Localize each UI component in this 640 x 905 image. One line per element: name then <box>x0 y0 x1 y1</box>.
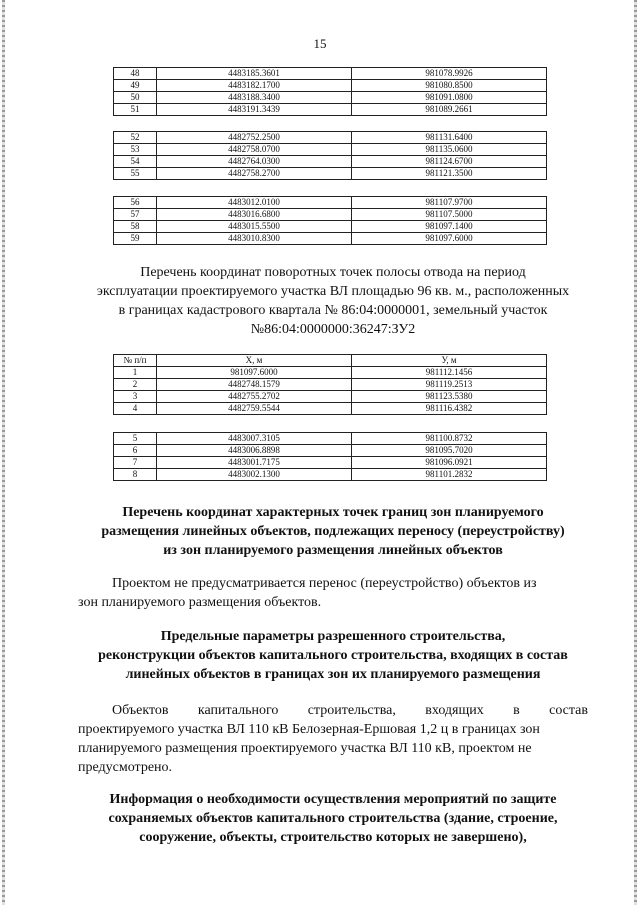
point-number: 53 <box>114 144 157 156</box>
heading-line: №86:04:0000000:36247:ЗУ2 <box>250 322 416 337</box>
body-line: Объектов капитального строительства, входящих в состав <box>112 703 588 718</box>
heading-line: Перечень координат характерных точек границ зон планируемого <box>122 505 544 520</box>
heading-line: Информация о необходимости осуществления мероприятий по защите <box>109 792 557 807</box>
point-number: 1 <box>114 367 157 379</box>
heading-line: эксплуатации проектируемого участка ВЛ площадью 96 кв. м., расположенных <box>96 284 570 299</box>
coord-table-a <box>113 67 547 116</box>
table-row <box>114 367 547 379</box>
section-2-heading <box>78 503 588 560</box>
point-number: 55 <box>114 168 157 180</box>
coord-table-b <box>113 131 547 180</box>
scan-edge-right <box>634 0 637 905</box>
point-number: 52 <box>114 132 157 144</box>
coord-x: 4483010.8300 <box>157 233 352 245</box>
point-number: 5 <box>114 433 157 445</box>
section-2-body <box>78 574 588 612</box>
body-line: Проектом не предусматривается перенос (переустройство) объектов из <box>112 576 537 591</box>
coord-x: 4483016.6800 <box>157 209 352 221</box>
table-row <box>114 144 547 156</box>
coord-x: 4483188.3400 <box>157 92 352 104</box>
point-number: 54 <box>114 156 157 168</box>
table-row <box>114 104 547 116</box>
table-row <box>114 168 547 180</box>
section-3-body <box>78 701 588 777</box>
coord-y: 981101.2832 <box>352 469 547 481</box>
coord-y: 981131.6400 <box>352 132 547 144</box>
coord-y: 981107.9700 <box>352 197 547 209</box>
table-row <box>114 197 547 209</box>
coord-x: 4483007.3105 <box>157 433 352 445</box>
body-line: проектируемого участка ВЛ 110 кВ Белозерная-Ершовая 1,2 ц в границах зон <box>78 722 540 737</box>
coord-y: 981096.0921 <box>352 457 547 469</box>
coord-y: 981091.0800 <box>352 92 547 104</box>
coord-y: 981097.6000 <box>352 233 547 245</box>
coord-x: 4483002.1300 <box>157 469 352 481</box>
table-header-row <box>114 355 547 367</box>
coord-x: 4483001.7175 <box>157 457 352 469</box>
heading-line: сооружение, объекты, строительство которых не завершено), <box>139 830 527 845</box>
table-row <box>114 433 547 445</box>
coord-y: 981089.2661 <box>352 104 547 116</box>
point-number: 8 <box>114 469 157 481</box>
section-3-heading <box>78 627 588 684</box>
table-row <box>114 445 547 457</box>
heading-line: Перечень координат поворотных точек полосы отвода на период <box>140 265 526 280</box>
coord-x: 4482758.0700 <box>157 144 352 156</box>
coord-x: 4482752.2500 <box>157 132 352 144</box>
coord-y: 981097.1400 <box>352 221 547 233</box>
coord-x: 4483015.5500 <box>157 221 352 233</box>
heading-line: размещения линейных объектов, подлежащих переносу (переустройству) <box>101 524 565 539</box>
point-number: 50 <box>114 92 157 104</box>
table-row <box>114 379 547 391</box>
table-row <box>114 391 547 403</box>
table-row <box>114 221 547 233</box>
heading-line: линейных объектов в границах зон их планируемого размещения <box>125 667 541 682</box>
coord-x: 4483182.1700 <box>157 80 352 92</box>
table-row <box>114 469 547 481</box>
point-number: 57 <box>114 209 157 221</box>
coord-y: 981107.5000 <box>352 209 547 221</box>
body-line: предусмотрено. <box>78 760 173 775</box>
heading-line: из зон планируемого размещения линейных объектов <box>163 543 503 558</box>
point-number: 7 <box>114 457 157 469</box>
point-number: 49 <box>114 80 157 92</box>
coord-y: 981124.6700 <box>352 156 547 168</box>
column-header-number: № п/п <box>114 355 157 367</box>
coord-table-2a <box>113 354 547 415</box>
coord-x: 4483191.3439 <box>157 104 352 116</box>
table-row <box>114 68 547 80</box>
coord-y: 981112.1456 <box>352 367 547 379</box>
coord-y: 981119.2513 <box>352 379 547 391</box>
coord-x: 4482764.0300 <box>157 156 352 168</box>
coord-x: 981097.6000 <box>157 367 352 379</box>
point-number: 6 <box>114 445 157 457</box>
heading-line: сохраняемых объектов капитального строительства (здание, строение, <box>108 811 558 826</box>
table-row <box>114 457 547 469</box>
point-number: 58 <box>114 221 157 233</box>
coord-y: 981078.9926 <box>352 68 547 80</box>
point-number: 2 <box>114 379 157 391</box>
coord-x: 4482758.2700 <box>157 168 352 180</box>
table-row <box>114 92 547 104</box>
heading-line: Предельные параметры разрешенного строительства, <box>160 629 506 644</box>
coord-x: 4482759.5544 <box>157 403 352 415</box>
coord-x: 4483185.3601 <box>157 68 352 80</box>
point-number: 56 <box>114 197 157 209</box>
heading-line: реконструкции объектов капитального строительства, входящих в состав <box>98 648 568 663</box>
table-row <box>114 209 547 221</box>
table-row <box>114 80 547 92</box>
coord-y: 981121.3500 <box>352 168 547 180</box>
scan-edge-left <box>2 0 5 905</box>
point-number: 59 <box>114 233 157 245</box>
section-1-heading <box>78 263 588 339</box>
column-header-x: X, м <box>157 355 352 367</box>
point-number: 4 <box>114 403 157 415</box>
point-number: 48 <box>114 68 157 80</box>
section-4-heading <box>78 790 588 847</box>
coord-y: 981123.5380 <box>352 391 547 403</box>
coord-y: 981116.4382 <box>352 403 547 415</box>
coord-x: 4482748.1579 <box>157 379 352 391</box>
table-row <box>114 403 547 415</box>
point-number: 51 <box>114 104 157 116</box>
coord-y: 981095.7020 <box>352 445 547 457</box>
coord-table-2b <box>113 432 547 481</box>
coord-x: 4483006.8898 <box>157 445 352 457</box>
coord-y: 981100.8732 <box>352 433 547 445</box>
table-row <box>114 156 547 168</box>
table-row <box>114 233 547 245</box>
page-number: 15 <box>313 36 327 51</box>
coord-x: 4483012.0100 <box>157 197 352 209</box>
table-row <box>114 132 547 144</box>
body-line: зон планируемого размещения объектов. <box>78 595 322 610</box>
point-number: 3 <box>114 391 157 403</box>
column-header-y: У, м <box>352 355 547 367</box>
heading-line: в границах кадастрового квартала № 86:04:0000001, земельный участок <box>118 303 548 318</box>
coord-y: 981080.8500 <box>352 80 547 92</box>
coord-table-c <box>113 196 547 245</box>
coord-x: 4482755.2702 <box>157 391 352 403</box>
coord-y: 981135.0600 <box>352 144 547 156</box>
body-line: планируемого размещения проектируемого участка ВЛ 110 кВ, проектом не <box>78 741 532 756</box>
